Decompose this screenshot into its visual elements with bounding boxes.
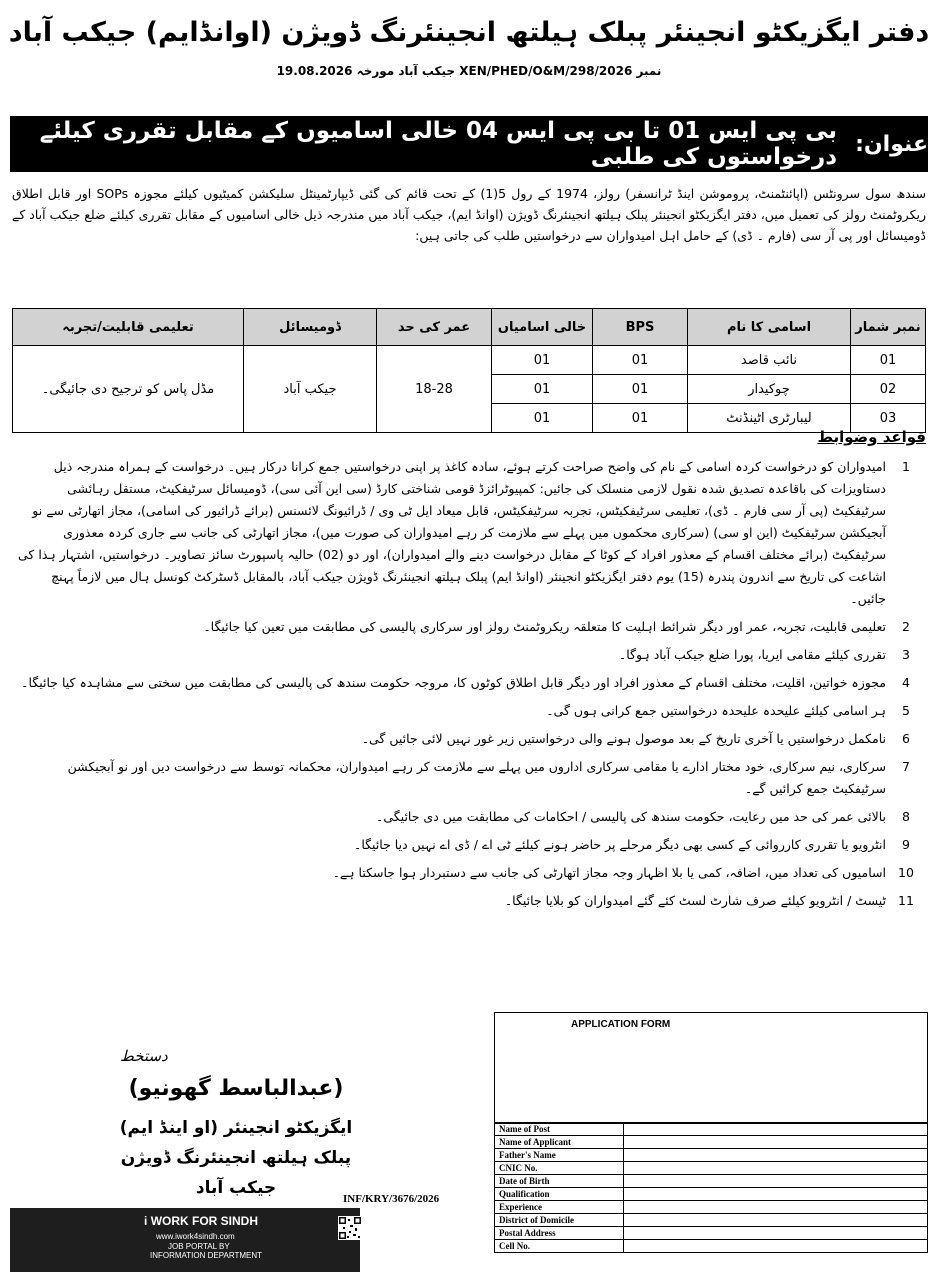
signature-label: دستخط [120, 1047, 168, 1065]
application-form-box [494, 1012, 928, 1124]
table-row [495, 1136, 928, 1149]
table-row [495, 1162, 928, 1175]
table-header-row [13, 309, 926, 346]
rule-number: 1 [902, 459, 910, 474]
form-field-label: Date of Birth [495, 1175, 624, 1188]
header-qualification: تعلیمی قابلیت/تجربہ [13, 309, 244, 346]
department-line: INFORMATION DEPARTMENT [150, 1251, 262, 1260]
advertisement-header [0, 0, 938, 110]
list-item [12, 456, 926, 610]
cell-domicile: جیکب آباد [244, 346, 377, 433]
form-field-label: Father's Name [495, 1149, 624, 1162]
subject-bar [10, 116, 928, 172]
form-field-value[interactable] [624, 1188, 928, 1201]
application-form-title: APPLICATION FORM [571, 1019, 671, 1030]
cell-bps: 01 [593, 346, 688, 375]
signatory-division: پبلک ہیلتھ انجینئرنگ ڈویژن [120, 1148, 352, 1168]
list-item [12, 834, 926, 856]
form-field-value[interactable] [624, 1214, 928, 1227]
header-domicile: ڈومیسائل [244, 309, 377, 346]
form-field-label: Name of Post [495, 1123, 624, 1136]
form-field-value[interactable] [624, 1227, 928, 1240]
cell-bps: 01 [593, 404, 688, 433]
rule-number: 8 [902, 809, 910, 824]
application-form-table [494, 1122, 928, 1253]
rule-text: نامکمل درخواستیں یا آخری تاریخ کے بعد موصول ہونے والی درخواستیں زیر غور نہیں لائی جائیں گی۔ [361, 731, 886, 746]
rule-text: ٹیسٹ / انٹرویو کیلئے صرف شارٹ لسٹ کئے گئے امیدواران کو بلایا جائیگا۔ [504, 893, 886, 908]
rule-number: 9 [902, 837, 910, 852]
list-item [12, 806, 926, 828]
list-item [12, 862, 926, 884]
cell-sr: 03 [851, 404, 926, 433]
subject-text: بی پی ایس 01 تا بی پی ایس 04 خالی اسامیوں کے مقابل تقرری کیلئے درخواستوں کی طلبی [39, 118, 838, 170]
list-item [12, 756, 926, 800]
form-field-value[interactable] [624, 1149, 928, 1162]
rule-text: اسامیوں کی تعداد میں، اضافہ، کمی یا بلا اظہار وجہ مجاز اتھارٹی کی جانب سے دستبردار ہوا جاسکتا ہے۔ [332, 865, 886, 880]
rule-text: انٹرویو یا تقرری کارروائی کے کسی بھی دیگر مرحلے پر حاضر ہونے کیلئے ٹی اے / ڈی اے نہیں دیا جائیگا۔ [354, 837, 886, 852]
table-row [495, 1175, 928, 1188]
header-age-limit: عمر کی حد [377, 309, 492, 346]
reference-line: نمبر XEN/PHED/O&M/298/2026 جیکب آباد مورخہ 19.08.2026 [276, 64, 662, 78]
qr-code-icon [338, 1216, 362, 1240]
form-field-label: Experience [495, 1201, 624, 1214]
vacancies-table [12, 308, 926, 433]
header-post-name: اسامی کا نام [688, 309, 851, 346]
form-field-label: CNIC No. [495, 1162, 624, 1175]
cell-vacancies: 01 [492, 375, 593, 404]
cell-qualification: مڈل پاس کو ترجیح دی جائیگی۔ [13, 346, 244, 433]
inf-number: INF/KRY/3676/2026 [343, 1193, 440, 1205]
cell-sr: 01 [851, 346, 926, 375]
list-item [12, 890, 926, 912]
table-row [495, 1201, 928, 1214]
signatory-designation: ایگزیکٹو انجینئر (او اینڈ ایم) [119, 1118, 353, 1138]
table-row [495, 1149, 928, 1162]
rule-text: تعلیمی قابلیت، تجربہ، عمر اور دیگر شرائط اہلیت کا متعلقہ ریکروٹمنٹ رولز اور سرکاری پالیسی کی مطابقت میں تعین کیا جائیگا۔ [203, 619, 886, 634]
form-field-label: Qualification [495, 1188, 624, 1201]
table-row [495, 1214, 928, 1227]
form-field-label: District of Domicile [495, 1214, 624, 1227]
cell-sr: 02 [851, 375, 926, 404]
form-field-value[interactable] [624, 1175, 928, 1188]
office-title: دفتر ایگزیکٹو انجینئر پبلک ہیلتھ انجینئرنگ ڈویژن (اوانڈایم) جیکب آباد [8, 17, 930, 48]
rule-text: سرکاری، نیم سرکاری، خود مختار ادارے یا مقامی سرکاری اداروں میں پہلے سے ملازمت کر رہے امیدواران، محکمانہ توسط سے درخواست دیں اور نو آبجیکشن سرٹیفکیٹ جمع کرائیں گے۔ [67, 759, 886, 796]
cell-bps: 01 [593, 375, 688, 404]
rule-text: تقرری کیلئے مقامی ایریا، پورا ضلع جیکب آباد ہوگا۔ [618, 647, 886, 662]
rule-number: 2 [902, 619, 910, 634]
rule-number: 4 [902, 675, 910, 690]
header-vacancies: خالی اسامیاں [492, 309, 593, 346]
cell-age-limit: 18-28 [377, 346, 492, 433]
table-row [495, 1227, 928, 1240]
form-field-value[interactable] [624, 1136, 928, 1149]
header-bps: BPS [593, 309, 688, 346]
header-sr: نمبر شمار [851, 309, 926, 346]
rule-text: امیدواران کو درخواست کردہ اسامی کے نام کی واضح صراحت کرتے ہوئے، سادہ کاغذ پر اپنی درخواستیں جمع کرانا درکار ہیں۔ درخواست کے ہمراہ مندرجہ ذیل دستاویزات کی باقاعدہ تصدیق شدہ نقول لازمی منسلک کی جائیں: کمپیوٹرائزڈ قومی شناختی کارڈ (سی این آئی سی)، ڈومیسائل سرٹیفکیٹ، مستقل رہائشی سرٹیفکیٹ (پی آر سی فارم ۔ ڈی)، تعلیمی سرٹیفکیٹس، تجربہ سرٹیفکیٹس، قابل میعاد ایل ٹی وی / ڈرائیونگ لائسنس (برائے ڈرائیور کی اسامی)، مجاز اتھارٹی سے نو آبجیکشن سرٹیفکیٹ (این او سی) (سرکاری محکموں میں پہلے سے ملازمت کر رہے امیدواران کی صورت میں)، مجاز اتھارٹی کی جانب سے جاری کردہ معذوری سرٹیفکیٹ (برائے مختلف اقسام کے معذور افراد کے کوٹا کے مقابل درخواست دینے والے امیدواران)، اور دو (02) حالیہ پاسپورٹ سائز تصاویر۔ درخواستیں، اشتہار ہذا کی اشاعت کی تاریخ سے اندرون پندرہ (15) یوم دفتر ایگزیکٹو انجینئر (اوانڈ ایم) پبلک ہیلتھ انجینئرنگ ڈویژن جیکب آباد، بالمقابل ڈسٹرکٹ کونسل ہال میں لازماً پہنچ جائیں۔ [18, 459, 886, 606]
rule-text: ہر اسامی کیلئے علیحدہ علیحدہ درخواستیں جمع کرانی ہوں گی۔ [546, 703, 886, 718]
subject-label: عنوان: [855, 131, 928, 157]
brand-i: i [144, 1214, 148, 1228]
cell-vacancies: 01 [492, 346, 593, 375]
intro-paragraph: سندھ سول سرونٹس (اپائنٹمنٹ، پروموشن اینڈ ٹرانسفر) رولز، 1974 کے رول 5(1) کے تحت قائم کی گئی ڈیپارٹمینٹل سلیکشن کمیٹیوں کیلئے مجوزہ SOPs اور قابل اطلاق ریکروٹمنٹ رولز کی تعمیل میں، دفتر ایگزیکٹو انجینئر پبلک ہیلتھ انجینئرنگ ڈویژن (اوانڈ ایم)، جیکب آباد میں مندرجہ ذیل خالی اسامیوں کے مقابل تقرری کیلئے ضلع جیکب آباد کے ڈومیسائل اور پی آر سی (فارم ۔ ڈی) کے حامل اہل امیدواران سے درخواستیں طلب کی جاتی ہیں: [12, 186, 926, 243]
rule-number: 10 [898, 865, 914, 880]
rule-number: 7 [902, 759, 910, 774]
table-row [495, 1123, 928, 1136]
form-field-value[interactable] [624, 1162, 928, 1175]
table-row [13, 346, 926, 375]
list-item [12, 700, 926, 722]
form-field-label: Name of Applicant [495, 1136, 624, 1149]
website-link[interactable]: www.iwork4sindh.com [156, 1232, 235, 1241]
cell-post-name: لیبارٹری اٹینڈنٹ [688, 404, 851, 433]
list-item [12, 728, 926, 750]
table-row [495, 1188, 928, 1201]
rule-number: 5 [902, 703, 910, 718]
signatory-city: جیکب آباد [195, 1178, 277, 1198]
rules-title: قواعد وضوابط [817, 428, 926, 446]
rule-number: 6 [902, 731, 910, 746]
rule-number: 3 [902, 647, 910, 662]
cell-post-name: نائب قاصد [688, 346, 851, 375]
rule-text: بالائی عمر کی حد میں رعایت، حکومت سندھ کی پالیسی / احکامات کی مطابقت میں دی جائیگی۔ [376, 809, 886, 824]
form-field-label: Cell No. [495, 1240, 624, 1253]
rule-text: مجوزہ خواتین، اقلیت، مختلف اقسام کے معذور افراد اور دیگر قابل اطلاق کوٹوں کا، مروجہ حکومت سندھ کی پالیسی کی مطابقت میں سختی سے مشاہدہ کیا جائیگا۔ [21, 675, 886, 690]
rule-number: 11 [898, 893, 914, 908]
table-row [495, 1240, 928, 1253]
form-field-label: Postal Address [495, 1227, 624, 1240]
rules-list [12, 456, 926, 918]
form-field-value[interactable] [624, 1201, 928, 1214]
list-item [12, 672, 926, 694]
signatory-name: (عبدالباسط گھونیو) [128, 1076, 344, 1101]
form-field-value[interactable] [624, 1123, 928, 1136]
form-field-value[interactable] [624, 1240, 928, 1253]
signatory-block [16, 1076, 456, 1203]
brand-logo [144, 1214, 258, 1228]
iwork-banner [10, 1208, 360, 1272]
job-portal-line: JOB PORTAL BY [168, 1242, 230, 1251]
cell-vacancies: 01 [492, 404, 593, 433]
cell-post-name: چوکیدار [688, 375, 851, 404]
list-item [12, 644, 926, 666]
brand-text: WORK FOR SINDH [150, 1214, 259, 1228]
list-item [12, 616, 926, 638]
